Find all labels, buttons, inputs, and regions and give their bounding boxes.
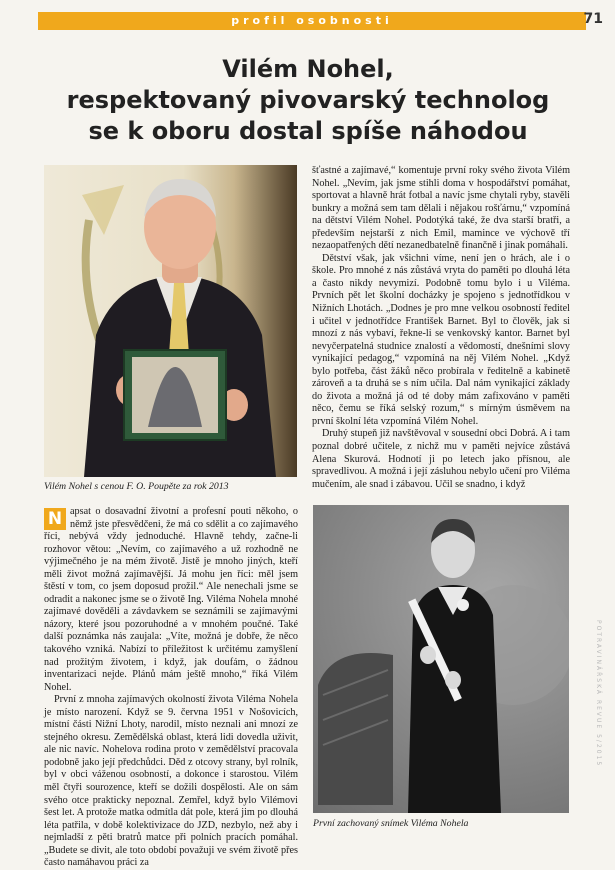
section-label: profil osobnosti bbox=[231, 14, 393, 27]
childhood-photo-icon bbox=[313, 505, 569, 813]
childhood-photo-caption: První zachovaný snímek Viléma Nohela bbox=[313, 818, 469, 829]
paragraph-text: apsat o dosavadní životní a profesní pouti někoho, o němž jste přesvědčeni, že má co sdělit a co zajímavého říci, nebývá vždy jednoduché. Hlavně tehdy, začne-li rozhovor větou: „Nevím, co zajímavého a už rozhodně ne výjimečného je na mém životě. Jistě je mnoho jiných, kteří měli život možná zajímavější. Já mohu jen říci: měl jsem štěstí v tom, co jsem doposud prožil.“ Ale nenechali jsme se odradit a nakonec jsme se o životě Ing. Viléma Nohela mnohé zajímavé dověděli a závdavkem se seznámili se zajímavými názory, které jsou pozoruhodné a v mnohém poučné. Také další poznámka nás zaujala: „Víte, možná je dobře, že něco takového vzniká. Nabízí to příležitost k určitému zamyšlení nad prožitým životem, i když, jak doufám, o žádnou inventarizaci nejde. Plánů mám ještě mnoho,“ říká Vilém Nohel. bbox=[44, 506, 298, 693]
article-paragraph: Dětství však, jak všichni víme, není jen o hrách, ale i o škole. Pro mnohé z nás zůstává vryta do paměti po dlouhá léta a často nikdy nevymizí. Podobně tomu bylo i u Viléma. Prvních pět let školní docházky je spojeno s jednotřídkou v Nižních Lhotách. „Dodnes je pro mne velkou osobností ředitel i učitel v jednotřídce František Barnet. Byl to člověk, jak si mnozí z nás vybaví, řekne-li se venkovský kantor. Barnet byl nevyčerpatelná studnice znalostí a vědomostí, dnešními slovy vynikající pedagog,“ vzpomíná na něj Vilém Nohel. „Když bylo potřeba, část žáků něco probírala v ředitelně a kabinetě zároveň a ta druhá se s ním učila. Dal nám vynikající základy do života a možná já od té doby mám zafixováno v paměti něco, čemu se říká selský rozum,“ s mírným úsměvem na první školní léta vzpomíná Vilém Nohel. bbox=[312, 252, 570, 427]
article-paragraph: První z mnoha zajímavých okolností života Viléma Nohela je místo narození. Když se 9. června 1951 v Nošovicích, místní části Nižní Lhoty, narodil, místo neznali ani mnozí ze stejného okresu. Zemědělská oblast, která lidi dovedla uživit, ale nic navíc. Nohelova rodina proto v zemědělství pracovala podobně jako její předchůdci. Děd z otcovy strany, byl rolník, byl v obci váženou osobností, a dokonce i starostou. Vilém měl čtyři sourozence, kteří se dožili dospělosti. Ale on sám svého otce prakticky nepoznal. Zemřel, když bylo Vilémovi šest let. A protože matka odmítla dát pole, která jim po dlouhá léta patřila, v době kolektivizace do JZD, nezbylo, než aby i nejmladší z pěti bratrů matce při polních pracích pomáhal. „Budete se divit, ale toto období považuji ve svém životě přes často namáhavou práci za bbox=[44, 694, 298, 869]
article-paragraph: Druhý stupeň již navštěvoval v sousední obci Dobrá. A i tam poznal dobré učitele, z nichž mu v paměti nejvíce zůstává Alena Skurová. Hodnotí ji po letech jako přísnou, ale spravedlivou. A možná i její zásluhou nebylo učení pro Viléma mučením, ale snad i zábavou. Učil se snadno, i když bbox=[312, 428, 570, 490]
journal-side-text: POTRAVINÁŘSKÁ REVUE 5/2015 bbox=[595, 620, 602, 768]
title-line: respektovaný pivovarský technolog bbox=[66, 86, 550, 114]
section-header-bar bbox=[38, 12, 586, 30]
article-column-right bbox=[312, 165, 570, 491]
article-column-left bbox=[44, 506, 298, 870]
title-line: se k oboru dostal spíše náhodou bbox=[88, 117, 528, 145]
portrait-photo-caption: Vilém Nohel s cenou F. O. Poupěte za rok 2013 bbox=[44, 481, 229, 492]
article-paragraph bbox=[44, 506, 298, 694]
portrait-photo bbox=[44, 165, 297, 477]
article-paragraph: šťastné a zajímavé,“ komentuje první roky svého života Vilém Nohel. „Nevím, jak jsme stihli doma v hospodářství pomáhat, sportovat a hlavně hrát fotbal a navíc jsme chytali ryby, stavěli bunkry a možná sem tam dělali i nějakou rošťárnu,“ vzpomíná na dětství Vilém Nohel. Podotýká také, že dva starší bratři, a především nejstarší z nich Emil, mamince ve výchově tří nezaopatřených dětí nezanedbatelně finančně i jinak pomáhali. bbox=[312, 165, 570, 252]
childhood-photo bbox=[313, 505, 569, 813]
page-number: 71 bbox=[583, 11, 603, 27]
article-title bbox=[40, 54, 576, 147]
dropcap: N bbox=[44, 508, 66, 530]
portrait-photo-icon bbox=[44, 165, 297, 477]
title-line: Vilém Nohel, bbox=[222, 55, 394, 83]
